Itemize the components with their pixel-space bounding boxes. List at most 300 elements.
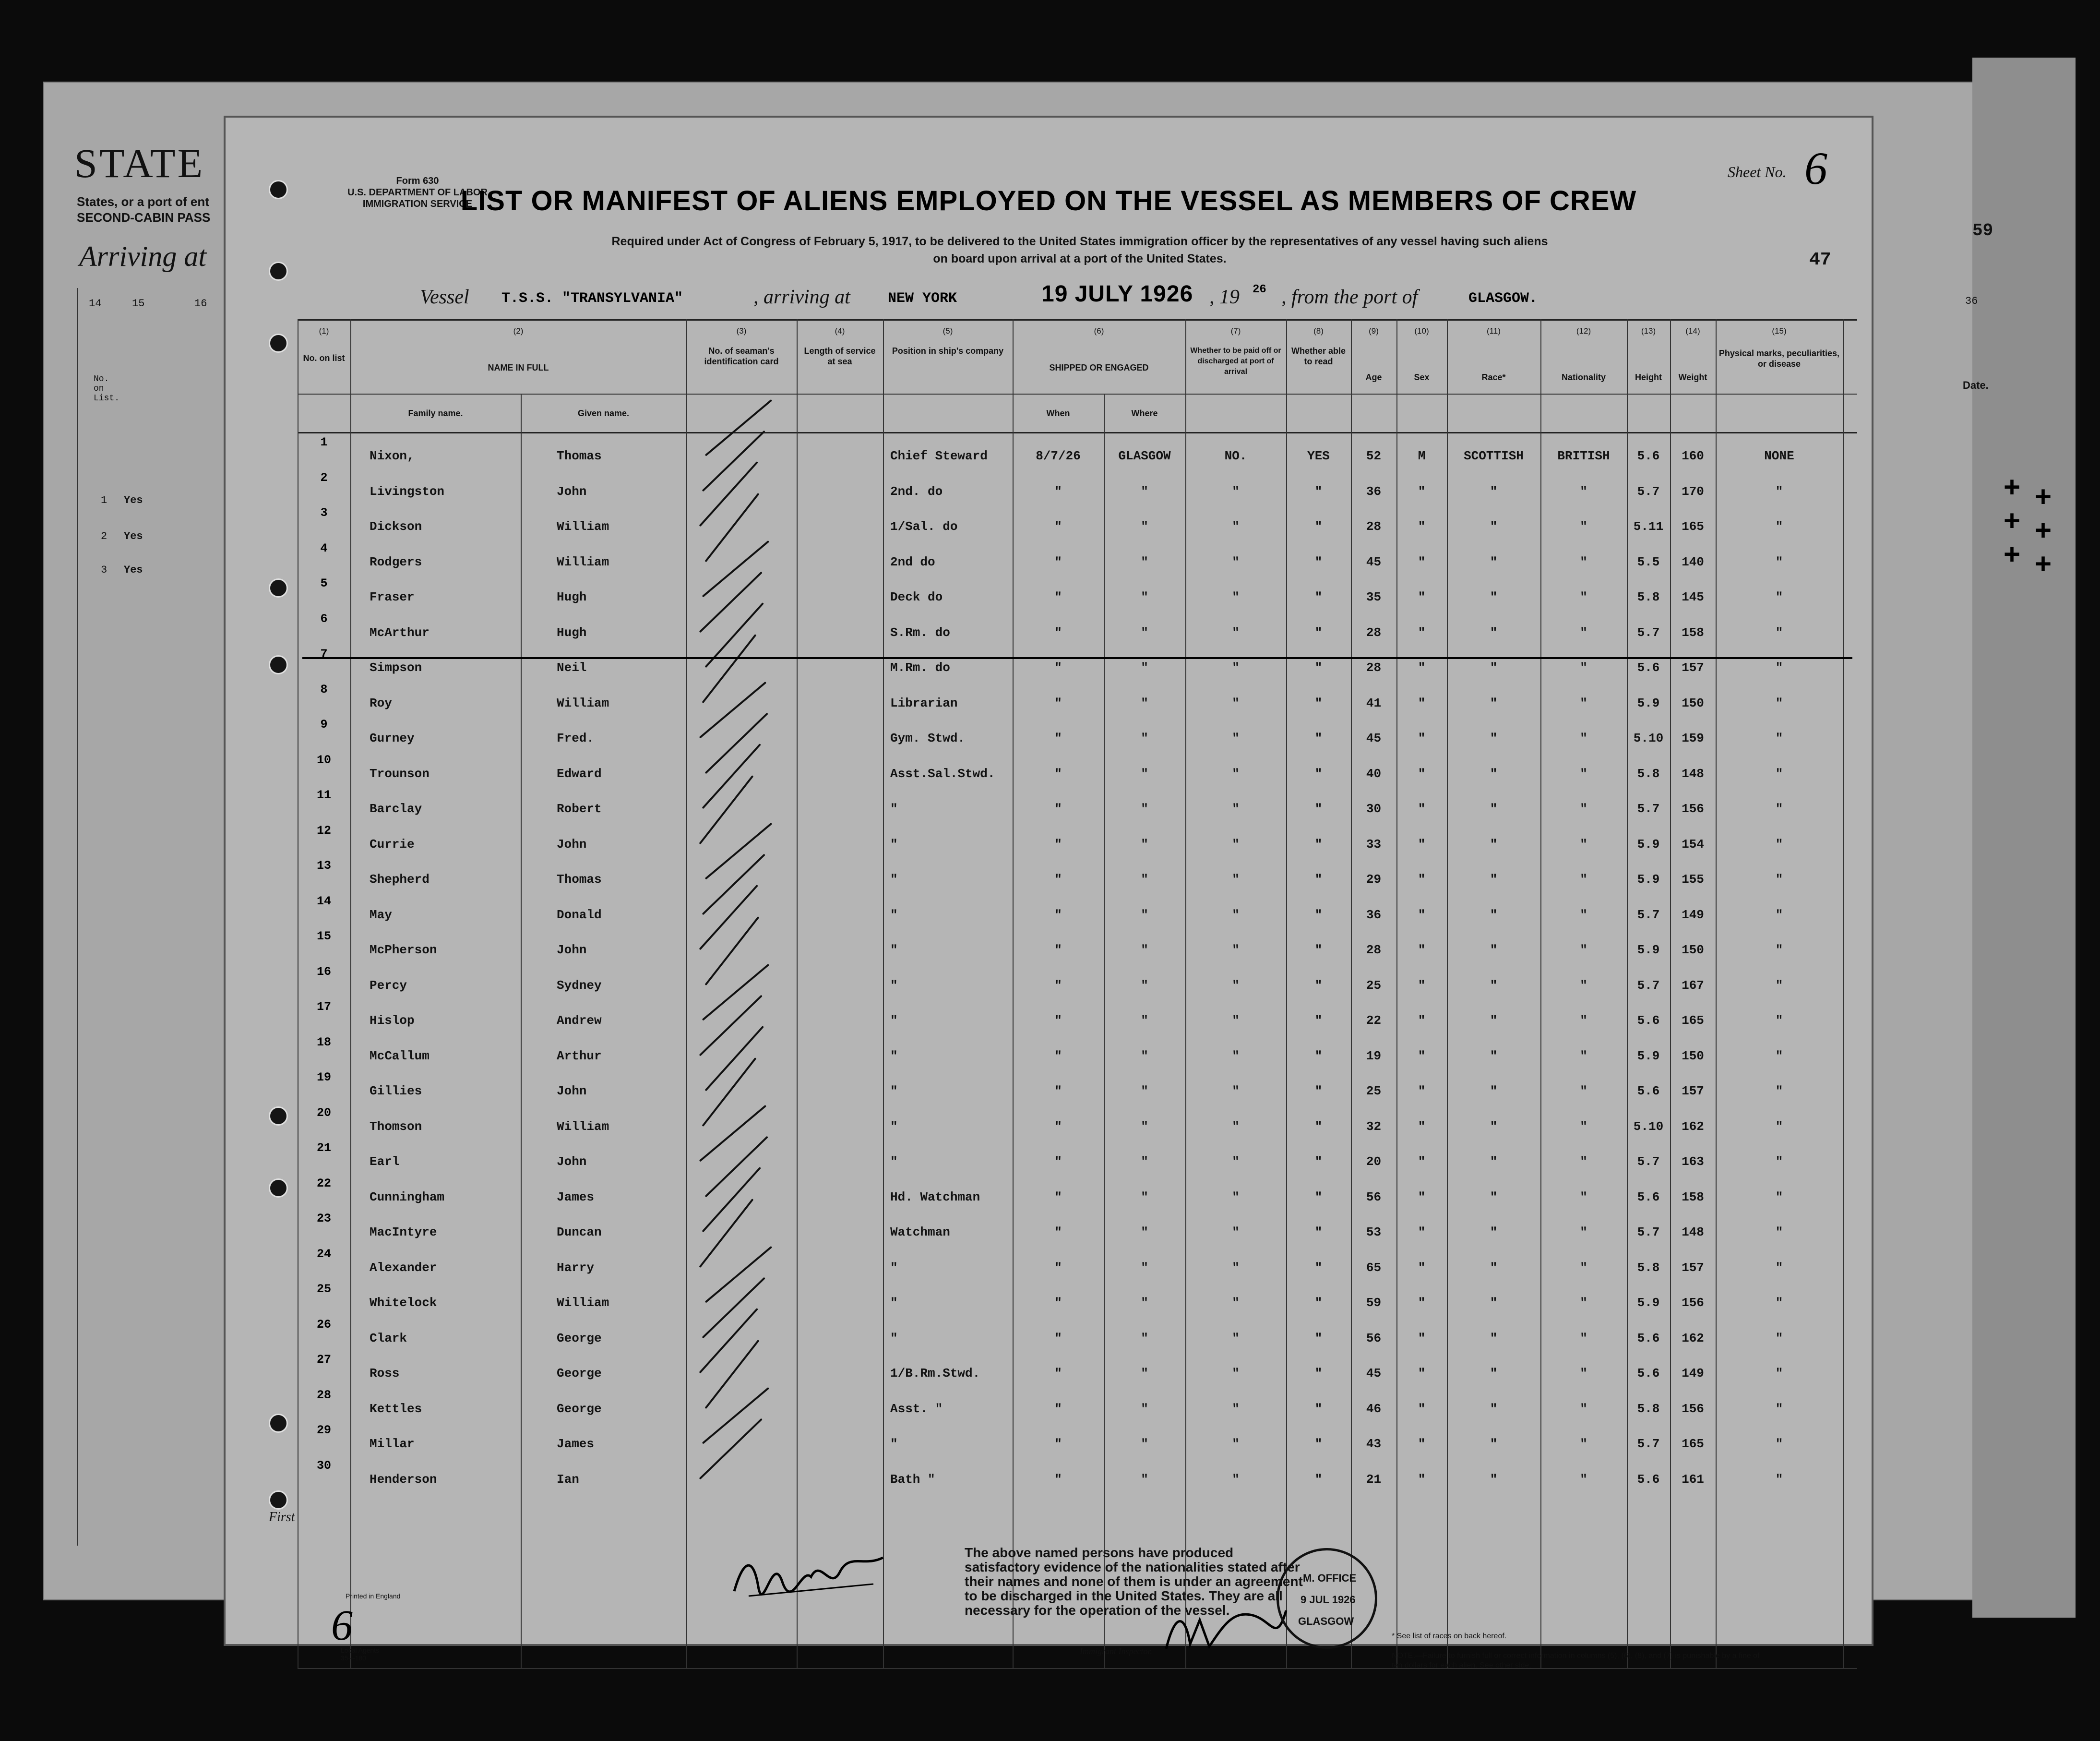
- cell-position: ": [890, 1437, 898, 1451]
- cell-read: ": [1314, 1154, 1323, 1169]
- cell-given: Fred.: [557, 731, 595, 745]
- cell-where: ": [1141, 484, 1148, 499]
- cell-when: ": [1054, 943, 1062, 957]
- cell-family: Shepherd: [370, 872, 430, 887]
- subtitle-line-2: on board upon arrival at a port of the United States.: [933, 252, 1227, 265]
- cell-where: ": [1141, 625, 1148, 640]
- cell-race: ": [1490, 1296, 1498, 1310]
- year-label: , 19: [1209, 286, 1240, 308]
- cell-height: 5.9: [1637, 1296, 1660, 1310]
- check-tick: [699, 682, 766, 739]
- cell-age: 65: [1366, 1260, 1382, 1275]
- cell-race: ": [1490, 1401, 1498, 1416]
- cell-read: ": [1314, 978, 1323, 993]
- cell-marks: ": [1775, 1472, 1783, 1487]
- cell-paid: ": [1232, 1119, 1240, 1134]
- underlying-col-number: 16: [194, 298, 207, 310]
- cell-read: ": [1314, 1119, 1323, 1134]
- col-header-sex: Sex: [1414, 372, 1430, 382]
- cell-where: ": [1141, 1401, 1148, 1416]
- cell-age: 35: [1366, 590, 1382, 604]
- cell-given: William: [557, 1119, 609, 1134]
- cell-height: 5.8: [1637, 1260, 1660, 1275]
- cell-read: ": [1314, 1013, 1323, 1028]
- subtitle-line-1: Required under Act of Congress of February 5, 1917, to be delivered to the United States immigration officer by the representatives of any vessel having such aliens: [611, 235, 1548, 248]
- row-number: 11: [316, 788, 331, 802]
- cell-age: 45: [1366, 554, 1382, 569]
- cell-race: ": [1490, 484, 1498, 499]
- page-number: 47: [1809, 250, 1831, 270]
- punch-hole: [269, 1490, 288, 1510]
- cell-paid: ": [1232, 625, 1240, 640]
- cell-family: Earl: [370, 1154, 400, 1169]
- cell-height: 5.7: [1637, 802, 1660, 816]
- row-number: 16: [316, 964, 331, 979]
- check-tick: [702, 964, 769, 1021]
- cell-race: ": [1490, 943, 1498, 957]
- cell-nat: ": [1580, 1048, 1587, 1063]
- cell-family: Whitelock: [370, 1296, 437, 1310]
- column-rule: [350, 319, 351, 1668]
- cell-paid: ": [1232, 554, 1240, 569]
- cell-height: 5.10: [1633, 1119, 1664, 1134]
- cell-family: Fraser: [370, 590, 415, 604]
- cell-given: William: [557, 1296, 609, 1310]
- cell-position: Librarian: [890, 696, 958, 710]
- cell-paid: ": [1232, 766, 1240, 781]
- cell-read: ": [1314, 1260, 1323, 1275]
- column-rule: [1104, 394, 1105, 1668]
- cell-where: ": [1141, 731, 1148, 745]
- stamp-office-text: M. OFFICE: [1303, 1572, 1357, 1584]
- cell-race: ": [1490, 554, 1498, 569]
- cell-paid: ": [1232, 660, 1240, 675]
- shipped-subheader-rule: [1013, 394, 1185, 395]
- cell-sex: ": [1418, 554, 1426, 569]
- cell-position: Watchman: [890, 1225, 950, 1239]
- cell-weight: 165: [1682, 519, 1704, 534]
- cell-position: ": [890, 907, 898, 922]
- underlying-row-number: 2: [101, 530, 107, 542]
- cell-family: MacIntyre: [370, 1225, 437, 1239]
- check-tick: [705, 1136, 768, 1197]
- cell-when: ": [1054, 837, 1062, 852]
- cell-read: ": [1314, 943, 1323, 957]
- cell-marks: ": [1775, 766, 1783, 781]
- cell-position: ": [890, 1084, 898, 1098]
- cell-read: ": [1314, 1472, 1323, 1487]
- service-name: IMMIGRATION SERVICE: [362, 199, 473, 209]
- check-tick: [702, 1057, 756, 1126]
- cell-read: ": [1314, 1331, 1323, 1345]
- cell-read: ": [1314, 554, 1323, 569]
- cell-age: 22: [1366, 1013, 1382, 1028]
- cell-height: 5.9: [1637, 696, 1660, 710]
- cell-age: 32: [1366, 1119, 1382, 1134]
- department-name: U.S. DEPARTMENT OF LABOR: [347, 187, 488, 198]
- cell-position: Hd. Watchman: [890, 1189, 980, 1204]
- cell-where: ": [1141, 1154, 1148, 1169]
- cell-weight: 158: [1682, 1189, 1704, 1204]
- cell-given: George: [557, 1331, 602, 1345]
- cell-nat: ": [1580, 802, 1587, 816]
- underlying-page-columns: [77, 288, 217, 1546]
- cell-read: YES: [1307, 449, 1330, 463]
- cell-paid: ": [1232, 1084, 1240, 1098]
- cell-nat: ": [1580, 837, 1587, 852]
- column-rule: [883, 319, 884, 1668]
- cell-marks: ": [1775, 872, 1783, 887]
- cell-race: SCOTTISH: [1464, 449, 1524, 463]
- underlying-row-number: 3: [101, 564, 107, 576]
- cell-marks: ": [1775, 1084, 1783, 1098]
- col-header-family-name: Family name.: [408, 408, 463, 418]
- cell-age: 28: [1366, 519, 1382, 534]
- cell-age: 56: [1366, 1189, 1382, 1204]
- punch-hole: [269, 1178, 288, 1198]
- row-number: 17: [316, 1000, 331, 1014]
- cell-race: ": [1490, 1437, 1498, 1451]
- cell-position: ": [890, 1331, 898, 1345]
- column-rule: [1013, 319, 1014, 1668]
- row-number: 12: [316, 823, 331, 838]
- cell-position: ": [890, 1048, 898, 1063]
- cell-paid: ": [1232, 943, 1240, 957]
- sheet-number: 6: [1804, 143, 1827, 194]
- cell-height: 5.6: [1637, 449, 1660, 463]
- master-signature: [729, 1538, 888, 1606]
- cell-read: ": [1314, 696, 1323, 710]
- cell-where: ": [1141, 660, 1148, 675]
- cell-height: 5.6: [1637, 1472, 1660, 1487]
- cell-read: ": [1314, 1189, 1323, 1204]
- cell-race: ": [1490, 731, 1498, 745]
- underlying-row-yes: Yes: [124, 494, 143, 506]
- cell-age: 46: [1366, 1401, 1382, 1416]
- cell-given: Andrew: [557, 1013, 602, 1028]
- cell-position: ": [890, 1154, 898, 1169]
- cell-weight: 156: [1682, 1401, 1704, 1416]
- cell-when: ": [1054, 1013, 1062, 1028]
- cell-sex: ": [1418, 519, 1426, 534]
- col-header-paid-off: Whether to be paid off or discharged at port of arrival: [1190, 347, 1281, 376]
- cell-where: ": [1141, 1472, 1148, 1487]
- column-rule: [1185, 319, 1186, 1668]
- cell-family: Alexander: [370, 1260, 437, 1275]
- cell-given: George: [557, 1366, 602, 1381]
- cell-read: ": [1314, 731, 1323, 745]
- cell-age: 43: [1366, 1437, 1382, 1451]
- row-number: 18: [316, 1035, 331, 1049]
- cell-race: ": [1490, 625, 1498, 640]
- from-port-label: , from the port of: [1281, 286, 1418, 308]
- cell-age: 29: [1366, 872, 1382, 887]
- row-number: 29: [316, 1423, 331, 1437]
- cell-age: 20: [1366, 1154, 1382, 1169]
- cell-race: ": [1490, 978, 1498, 993]
- cell-when: ": [1054, 1225, 1062, 1239]
- strike-through-line: [302, 657, 1852, 659]
- cell-when: ": [1054, 1189, 1062, 1204]
- cell-given: Donald: [557, 907, 602, 922]
- cell-age: 45: [1366, 1366, 1382, 1381]
- cell-height: 5.8: [1637, 766, 1660, 781]
- cell-race: ": [1490, 1154, 1498, 1169]
- sheet-number-label: Sheet No.: [1728, 163, 1787, 180]
- column-number: (6): [1094, 326, 1104, 336]
- cell-sex: ": [1418, 907, 1426, 922]
- cell-where: ": [1141, 1260, 1148, 1275]
- cell-sex: ": [1418, 1225, 1426, 1239]
- cell-family: Cunningham: [370, 1189, 445, 1204]
- check-tick: [699, 461, 758, 527]
- cell-height: 5.9: [1637, 837, 1660, 852]
- cell-paid: ": [1232, 696, 1240, 710]
- cell-weight: 148: [1682, 1225, 1704, 1239]
- cell-where: ": [1141, 1048, 1148, 1063]
- underlying-row-yes: Yes: [124, 564, 143, 576]
- cell-weight: 157: [1682, 1084, 1704, 1098]
- cell-nat: ": [1580, 1119, 1587, 1134]
- cell-nat: ": [1580, 1401, 1587, 1416]
- cell-nat: ": [1580, 554, 1587, 569]
- cell-weight: 170: [1682, 484, 1704, 499]
- cell-family: Clark: [370, 1331, 407, 1345]
- cell-read: ": [1314, 625, 1323, 640]
- cell-marks: ": [1775, 1189, 1783, 1204]
- cell-read: ": [1314, 1048, 1323, 1063]
- cell-family: McPherson: [370, 943, 437, 957]
- cell-nat: ": [1580, 1437, 1587, 1451]
- check-tick: [705, 1246, 772, 1303]
- cell-race: ": [1490, 907, 1498, 922]
- cell-position: 2nd do: [890, 554, 935, 569]
- cell-marks: ": [1775, 731, 1783, 745]
- row-number: 20: [316, 1105, 331, 1120]
- cell-where: ": [1141, 1189, 1148, 1204]
- local-agents-text: Local Agents: [341, 1646, 380, 1654]
- cell-where: ": [1141, 1366, 1148, 1381]
- cell-nat: ": [1580, 660, 1587, 675]
- cell-race: ": [1490, 1189, 1498, 1204]
- cell-weight: 162: [1682, 1331, 1704, 1345]
- column-number: (3): [736, 326, 747, 336]
- cell-age: 45: [1366, 731, 1382, 745]
- row-number: 15: [316, 929, 331, 943]
- arrival-port: NEW YORK: [888, 290, 957, 307]
- cell-weight: 157: [1682, 1260, 1704, 1275]
- cell-height: 5.6: [1637, 1331, 1660, 1345]
- cell-paid: NO.: [1224, 449, 1247, 463]
- cell-family: Kettles: [370, 1401, 422, 1416]
- cell-sex: ": [1418, 660, 1426, 675]
- check-tick: [699, 995, 763, 1056]
- cell-marks: ": [1775, 802, 1783, 816]
- cell-position: 1/B.Rm.Stwd.: [890, 1366, 980, 1381]
- cell-race: ": [1490, 660, 1498, 675]
- cell-marks: ": [1775, 1154, 1783, 1169]
- cell-marks: ": [1775, 1437, 1783, 1451]
- cell-family: Livingston: [370, 484, 445, 499]
- cell-family: Ross: [370, 1366, 400, 1381]
- col-header-no-on-list: No. on list: [303, 353, 345, 363]
- row-number: 28: [316, 1388, 331, 1402]
- row-number: 5: [320, 576, 328, 590]
- cell-sex: ": [1418, 1331, 1426, 1345]
- cell-height: 5.9: [1637, 1048, 1660, 1063]
- cell-when: ": [1054, 1437, 1062, 1451]
- cell-race: ": [1490, 1331, 1498, 1345]
- row-number: 26: [316, 1317, 331, 1332]
- check-tick: [699, 885, 758, 950]
- vessel-label: Vessel: [420, 286, 469, 308]
- check-tick: [699, 775, 753, 844]
- cell-age: 52: [1366, 449, 1382, 463]
- cell-paid: ": [1232, 1260, 1240, 1275]
- cell-read: ": [1314, 1366, 1323, 1381]
- check-tick: [705, 823, 772, 880]
- row-number: 21: [316, 1141, 331, 1155]
- cell-read: ": [1314, 1225, 1323, 1239]
- cell-sex: ": [1418, 943, 1426, 957]
- cell-position: ": [890, 943, 898, 957]
- cell-paid: ": [1232, 1331, 1240, 1345]
- cell-race: ": [1490, 590, 1498, 604]
- cell-when: ": [1054, 907, 1062, 922]
- row-number: 14: [316, 894, 331, 908]
- cell-nat: ": [1580, 484, 1587, 499]
- col-header-age: Age: [1365, 372, 1382, 382]
- cell-nat: ": [1580, 1366, 1587, 1381]
- cell-age: 36: [1366, 484, 1382, 499]
- cell-height: 5.7: [1637, 625, 1660, 640]
- cell-weight: 167: [1682, 978, 1704, 993]
- cell-when: ": [1054, 590, 1062, 604]
- cell-where: ": [1141, 1225, 1148, 1239]
- cell-sex: ": [1418, 590, 1426, 604]
- cell-race: ": [1490, 696, 1498, 710]
- cell-sex: ": [1418, 1260, 1426, 1275]
- cell-when: ": [1054, 1260, 1062, 1275]
- page-title: LIST OR MANIFEST OF ALIENS EMPLOYED ON THE VESSEL AS MEMBERS OF CREW: [460, 185, 1637, 216]
- cell-marks: ": [1775, 1119, 1783, 1134]
- vessel-name: T.S.S. "TRANSYLVANIA": [501, 290, 683, 307]
- cell-paid: ": [1232, 1296, 1240, 1310]
- check-tick: [699, 1198, 753, 1267]
- cell-weight: 155: [1682, 872, 1704, 887]
- cell-race: ": [1490, 1084, 1498, 1098]
- cell-marks: ": [1775, 660, 1783, 675]
- cell-marks: ": [1775, 1048, 1783, 1063]
- column-rule: [1843, 319, 1844, 1668]
- row-number: 3: [320, 506, 328, 520]
- cell-paid: ": [1232, 1048, 1240, 1063]
- cell-read: ": [1314, 590, 1323, 604]
- cell-nat: ": [1580, 978, 1587, 993]
- underlying-page-number: 59: [1972, 221, 1993, 240]
- cell-when: ": [1054, 1119, 1062, 1134]
- cell-where: ": [1141, 590, 1148, 604]
- cell-where: ": [1141, 1119, 1148, 1134]
- first-class-annotation: First: [269, 1510, 295, 1525]
- races-footnote: * See list of races on back hereof.: [1392, 1632, 1507, 1640]
- cell-paid: ": [1232, 1401, 1240, 1416]
- cell-height: 5.7: [1637, 484, 1660, 499]
- cell-position: Deck do: [890, 590, 943, 604]
- form-number: Form 630: [396, 176, 439, 186]
- cell-position: ": [890, 837, 898, 852]
- cell-height: 5.7: [1637, 1437, 1660, 1451]
- cell-marks: ": [1775, 554, 1783, 569]
- cell-sex: ": [1418, 1048, 1426, 1063]
- col-header-height: Height: [1635, 372, 1662, 382]
- check-tick: [702, 540, 769, 598]
- cell-position: ": [890, 1296, 898, 1310]
- cell-where: ": [1141, 872, 1148, 887]
- underlying-page-subtitle: States, or a port of ent: [77, 194, 209, 209]
- cell-nat: ": [1580, 943, 1587, 957]
- certification-note: The above named persons have produced satisfactory evidence of the nationalities stated after their names and none of them is under an agreement to be discharged in the United States. They are all necessary for the operation of the vessel.: [965, 1545, 1303, 1618]
- cell-nat: BRITISH: [1557, 449, 1610, 463]
- cell-age: 41: [1366, 696, 1382, 710]
- col-header-able-to-read: Whether able to read: [1291, 346, 1346, 366]
- cell-position: ": [890, 1119, 898, 1134]
- row-number: 10: [316, 753, 331, 767]
- cell-given: Thomas: [557, 449, 602, 463]
- cell-where: ": [1141, 696, 1148, 710]
- header-bottom-rule: [298, 432, 1857, 433]
- cell-family: Barclay: [370, 802, 422, 816]
- cell-weight: 150: [1682, 943, 1704, 957]
- cell-height: 5.6: [1637, 1084, 1660, 1098]
- cell-when: ": [1054, 519, 1062, 534]
- cell-weight: 157: [1682, 660, 1704, 675]
- column-number: (12): [1576, 326, 1591, 336]
- cell-where: ": [1141, 943, 1148, 957]
- cell-race: ": [1490, 766, 1498, 781]
- cell-when: ": [1054, 802, 1062, 816]
- stamp-city-text: GLASGOW: [1298, 1615, 1354, 1627]
- cell-height: 5.9: [1637, 872, 1660, 887]
- cell-marks: ": [1775, 1366, 1783, 1381]
- check-tick: [704, 1339, 759, 1408]
- cell-age: 59: [1366, 1296, 1382, 1310]
- row-number: 7: [320, 647, 328, 661]
- cell-age: 30: [1366, 802, 1382, 816]
- cell-nat: ": [1580, 1225, 1587, 1239]
- cell-height: 5.6: [1637, 1366, 1660, 1381]
- row-number: 19: [316, 1070, 331, 1084]
- cell-weight: 150: [1682, 1048, 1704, 1063]
- cell-nat: ": [1580, 696, 1587, 710]
- cell-given: James: [557, 1189, 595, 1204]
- cell-marks: ": [1775, 1225, 1783, 1239]
- cell-when: ": [1054, 1084, 1062, 1098]
- underlying-date-header: Date.: [1963, 379, 1989, 391]
- underlying-page-arriving-label: Arriving at: [79, 240, 206, 272]
- cell-where: ": [1141, 1437, 1148, 1451]
- cell-sex: ": [1418, 625, 1426, 640]
- cell-age: 28: [1366, 660, 1382, 675]
- cell-nat: ": [1580, 1154, 1587, 1169]
- cell-position: Bath ": [890, 1472, 935, 1487]
- cell-paid: ": [1232, 802, 1240, 816]
- cell-race: ": [1490, 802, 1498, 816]
- cell-sex: ": [1418, 1437, 1426, 1451]
- cell-when: ": [1054, 484, 1062, 499]
- plus-mark: +: [2004, 471, 2021, 503]
- page-subtitle: [408, 233, 1752, 267]
